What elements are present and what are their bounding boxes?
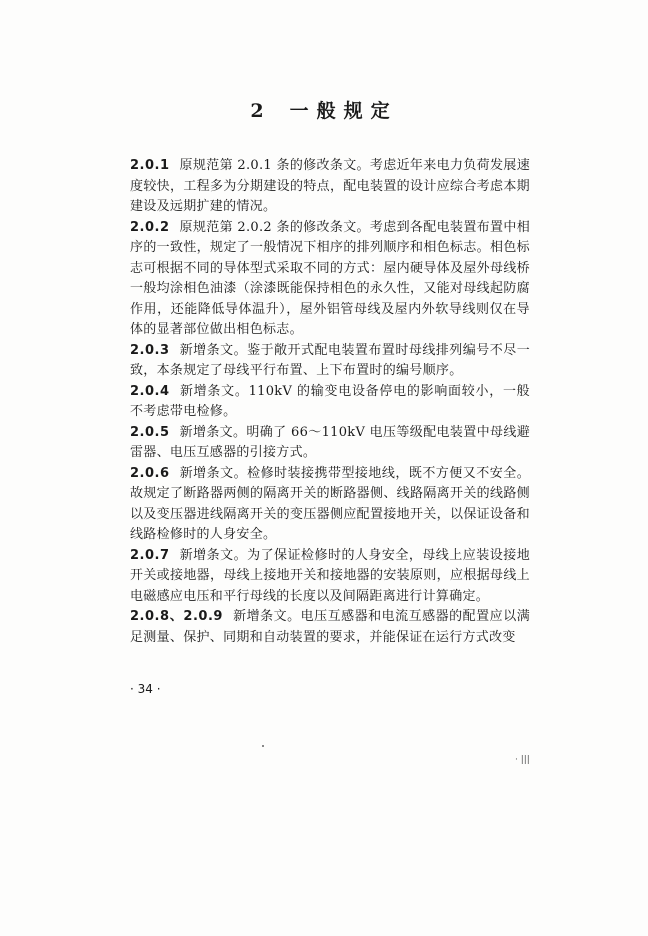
clause-paragraph xyxy=(130,423,530,464)
clause-text: 新增条文。检修时装接携带型接地线，既不方便又不安全。故规定了断路器两侧的隔离开关的断路器侧、线路隔离开关的线路侧以及变压器进线隔离开关的变压器侧应配置接地开关，以保证设备和线路检修时的人身安全。 xyxy=(130,465,530,542)
corner-scan-mark: · ||| xyxy=(515,755,530,765)
clause-paragraph xyxy=(130,382,530,423)
section-number: 2 xyxy=(250,100,266,122)
clause-text: 原规范第 2.0.2 条的修改条文。考虑到各配电装置布置中相序的一致性，规定了一般情况下相序的排列顺序和相色标志。相色标志可根据不同的导体型式采取不同的方式：屋内硬导体及屋外母线桥一般均涂相色油漆（涂漆既能保持相色的永久性，又能对母线起防腐作用，还能降低导体温升），屋外铝管母线及屋内外软导线则仅在导体的显著部位做出相色标志。 xyxy=(130,219,530,337)
clause-text: 新增条文。为了保证检修时的人身安全，母线上应装设接地开关或接地器，母线上接地开关和接地器的安装原则，应根据母线上电磁感应电压和平行母线的长度以及间隔距离进行计算确定。 xyxy=(130,547,530,604)
clause-text: 原规范第 2.0.1 条的修改条文。考虑近年来电力负荷发展速度较快，工程多为分期建设的特点，配电装置的设计应综合考虑本期建设及远期扩建的情况。 xyxy=(130,158,530,214)
clause-text: 新增条文。明确了 66～110kV 电压等级配电装置中母线避雷器、电压互感器的引接方式。 xyxy=(130,424,530,460)
clause-text: 新增条文。110kV 的输变电设备停电的影响面较小，一般不考虑带电检修。 xyxy=(130,383,530,419)
clause-number: 2.0.2 xyxy=(130,219,170,235)
clause-number: 2.0.6 xyxy=(130,465,170,481)
page-number: · 34 · xyxy=(130,682,161,696)
clause-number: 2.0.7 xyxy=(130,547,170,563)
document-body xyxy=(130,156,530,648)
clause-number: 2.0.3 xyxy=(130,342,170,358)
clause-paragraph xyxy=(130,341,530,382)
clause-paragraph xyxy=(130,464,530,546)
clause-paragraph xyxy=(130,156,530,218)
clause-text: 新增条文。电压互感器和电流互感器的配置应以满足测量、保护、同期和自动装置的要求，并能保证在运行方式改变 xyxy=(130,609,530,645)
clause-paragraph xyxy=(130,218,530,341)
clause-number: 2.0.8、2.0.9 xyxy=(130,609,223,624)
clause-number: 2.0.5 xyxy=(130,424,170,440)
clause-paragraph xyxy=(130,607,530,648)
clause-text: 新增条文。鉴于敞开式配电装置布置时母线排列编号不尽一致，本条规定了母线平行布置、上下布置时的编号顺序。 xyxy=(130,342,530,378)
section-heading xyxy=(0,96,648,123)
clause-number: 2.0.4 xyxy=(130,383,170,399)
section-title: 一般规定 xyxy=(289,100,398,122)
clause-number: 2.0.1 xyxy=(130,158,170,173)
scan-speck xyxy=(262,745,264,747)
clause-paragraph xyxy=(130,546,530,608)
